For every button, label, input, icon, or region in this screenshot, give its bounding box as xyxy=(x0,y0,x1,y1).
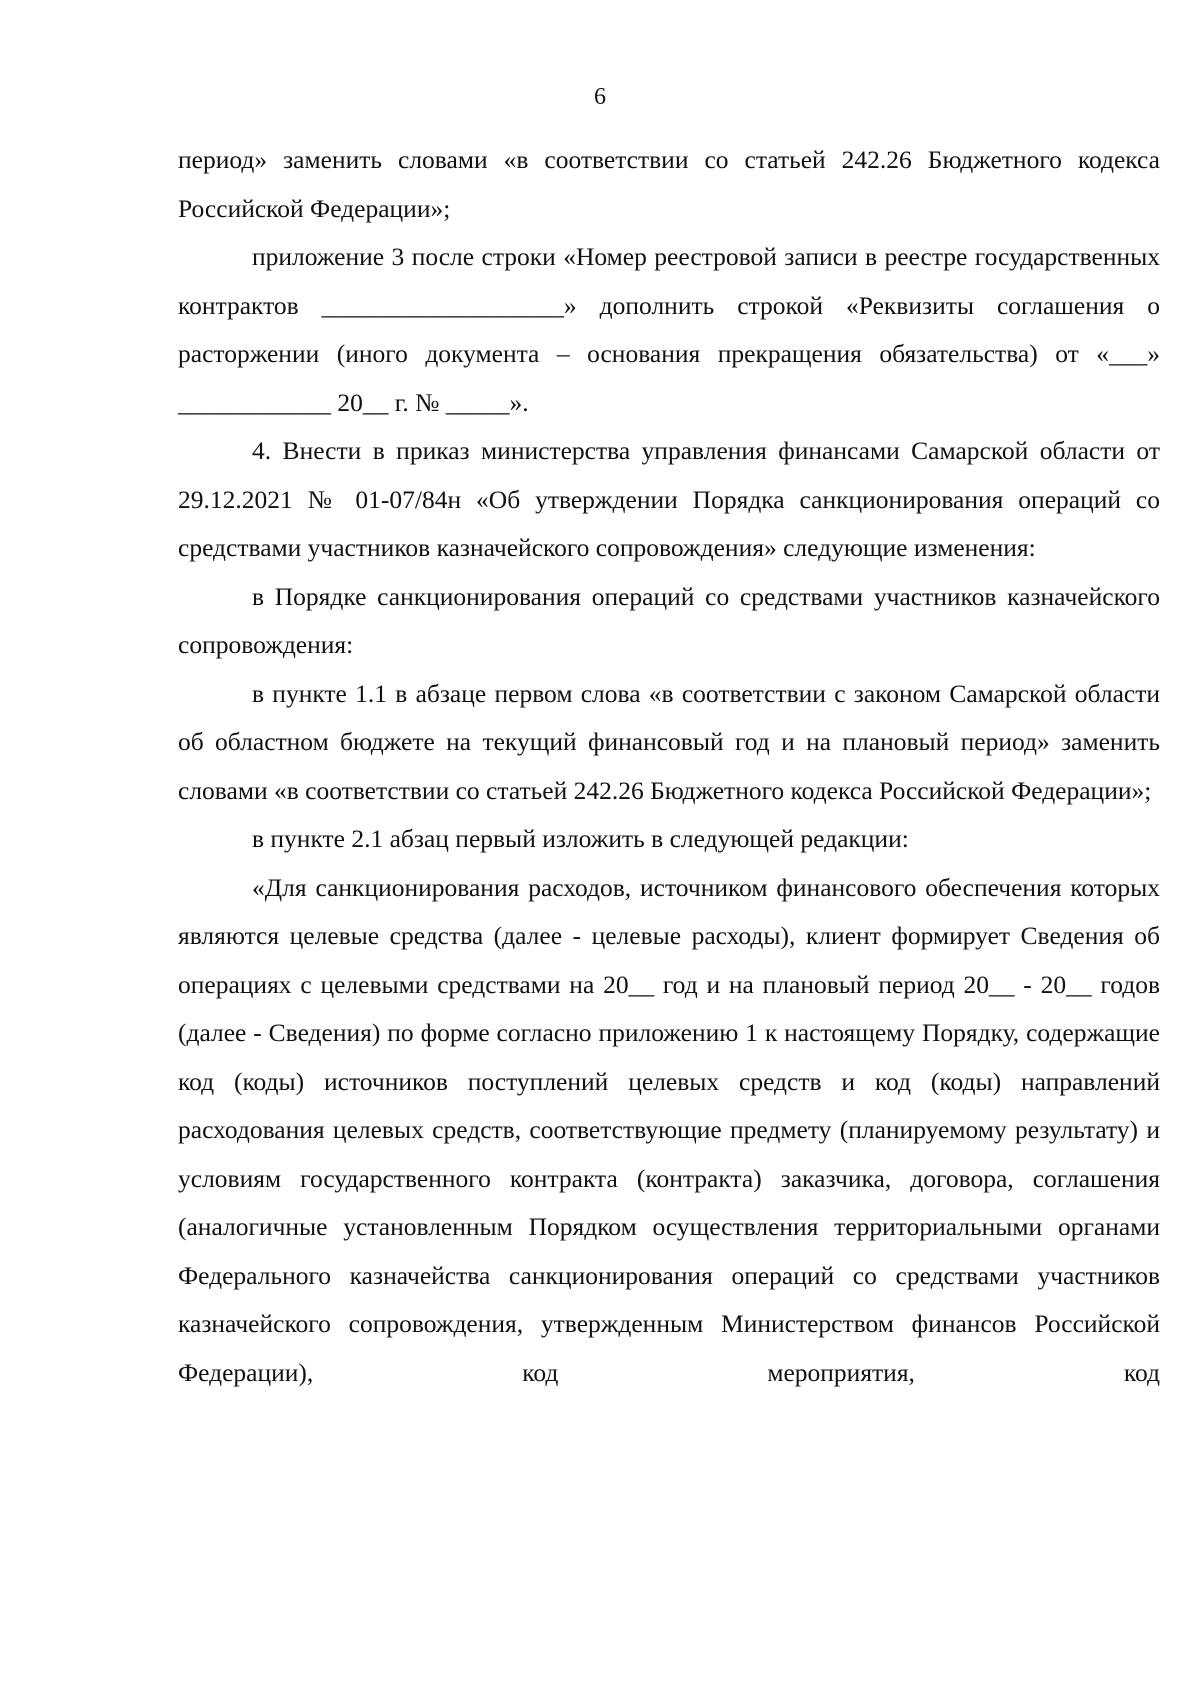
document-body xyxy=(178,136,1160,1397)
paragraph-item-4: 4. Внести в приказ министерства управления финансами Самарской области от 29.12.2021 № 01-07/84н «Об утверждении Порядка санкционирования операций со средствами участников казначейского сопровождения» следующие изменения: xyxy=(178,436,1160,562)
page-number: 6 xyxy=(594,84,606,110)
paragraph-order-intro: в Порядке санкционирования операций со средствами участников казначейского сопровождения: xyxy=(178,581,1160,659)
paragraph-clause-2-1: в пункте 2.1 абзац первый изложить в следующей редакции: xyxy=(252,824,909,853)
paragraph-appendix-3: приложение 3 после строки «Номер реестровой записи в реестре государственных контрактов ___________________» дополнить строкой «Реквизиты соглашения о расторжении (иного документа – основания прекращения обязательства) от «___» ____________ 20__ г. № _____». xyxy=(178,242,1160,417)
paragraph-clause-1-1: в пункте 1.1 в абзаце первом слова «в соответствии с законом Самарской области об областном бюджете на текущий финансовый год и на плановый период» заменить словами «в соответствии со статьей 242.26 Бюджетного кодекса Российской Федерации»; xyxy=(178,678,1160,805)
paragraph-continuation: период» заменить словами «в соответствии со статьей 242.26 Бюджетного кодекса Российской Федерации»; xyxy=(178,145,1160,223)
paragraph-quoted-text: «Для санкционирования расходов, источником финансового обеспечения которых являются целевые средства (далее - целевые расходы), клиент формирует Сведения об операциях с целевыми средствами на 20__ год и на плановый период 20__ - 20__ годов (далее - Сведения) по форме согласно приложению 1 к настоящему Порядку, содержащие код (коды) источников поступлений целевых средств и код (коды) направлений расходования целевых средств, соответствующие предмету (планируемому результату) и условиям государственного контракта (контракта) заказчика, договора, соглашения (аналогичные установленным Порядком осуществления территориальными органами Федерального казначейства санкционирования операций со средствами участников казначейского сопровождения, утвержденным Министерством финансов Российской Федерации), код мероприятия, код xyxy=(178,872,1160,1387)
